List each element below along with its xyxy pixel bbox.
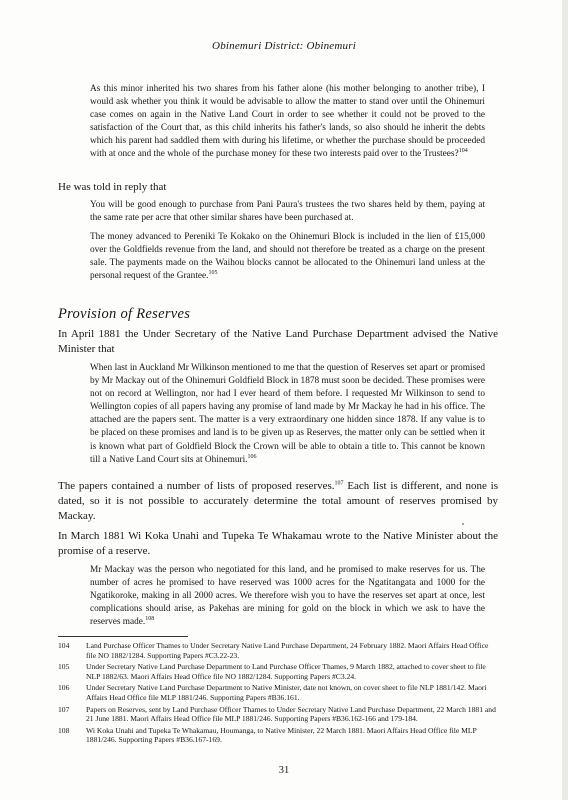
footnote-ref-104[interactable]: 104	[458, 148, 468, 155]
quote-3-text: When last in Auckland Mr Wilkinson mentioned to me that the question of Reserves set apart or promised by Mr Mackay out of the Ohinemuri Goldfield Block in 1878 must soon be decided. These promises were not on record at Wellington, nor had I ever heard of them before. I requested Mr Wilkinson to send to Wellington copies of all papers having any promise of land made by Mr Mackay he had in his office. The attached are the papers sent. The matter is a very extraordinary one hidden since 1878. If any value is to be placed on these promises and land is to be given up as Reserves, the matter only can be settled when it is known what part of Goldfield Block the Crown will be able to obtain a title to. This cannot be known till a Native Land Court sits at Ohinemuri.	[90, 363, 485, 465]
footnote-item	[58, 705, 498, 724]
quote-block-3	[90, 362, 485, 473]
scan-speck	[462, 523, 464, 525]
footnotes	[58, 641, 498, 747]
paragraph-2-part-b: Each list is different, and none is dated, so it is not possible to accurately determine the total amount of reserves promised by Mackay.	[58, 480, 498, 522]
page-number: 31	[278, 765, 290, 776]
quote-2-paragraph-1: You will be good enough to purchase from Pani Paura's trustees the two shares held by them, paying at the same rate per acre that other similar shares have been purchased at.	[90, 200, 485, 224]
paragraph-2-part-a: The papers contained a number of lists of proposed reserves.	[58, 480, 335, 492]
running-header: Obinemuri District: Obinemuri	[212, 40, 356, 52]
footnote-item	[58, 641, 498, 660]
section-heading-block	[58, 306, 498, 323]
footnote-text: Wi Koka Unahi and Tupeka Te Whakamau, Houmanga, to Native Minister, 22 March 1881. Maori Affairs Head Office file MLP 1881/246. Supporting Papers #B36.167-169.	[86, 725, 477, 745]
paragraph-1-block	[58, 327, 498, 357]
footnote-divider	[58, 636, 188, 637]
paragraph-2-block	[58, 479, 498, 524]
footnote-text: Papers on Reserves, sent by Land Purchase Officer Thames to Under Secretary Native Land Purchase Department, 22 March 1881 and 21 June 1881. Maori Affairs Head Office file MLP 1881/246. Supporting Papers #B36.162-166 and 179-184.	[86, 704, 496, 724]
quote-4-text: Mr Mackay was the person who negotiated for this land, and he promised to make reserves for us. The number of acres he promised to have reserved was 1000 acres for the Ngatitangata and 1000 for the Ngatikoroke, making in all 2000 acres. We therefore wish you to have the reserves set apart at once, lest complications should arise, as Pakehas are mining for gold on the block in which we ask to have the reserves made.	[90, 565, 485, 628]
footnote-number: 104	[58, 641, 70, 650]
footnote-item	[58, 726, 498, 745]
quote-2-paragraph-2: The money advanced to Pereniki Te Kokako on the Ohinemuri Block is included in the lien of £15,000 over the Goldfields revenue from the land, and should not therefore be treated as a charge on the present sale. The payments made on the Waihou blocks cannot be allocated to the Ohinemuri land unless at the personal request of the Grantee.	[90, 232, 485, 282]
footnote-ref-107[interactable]: 107	[334, 480, 344, 487]
footnote-text: Land Purchase Officer Thames to Under Secretary Native Land Purchase Department, 24 February 1882. Maori Affairs Head Office file NO 1882/1284. Supporting Papers #C3.22-23.	[86, 641, 489, 660]
quote-block-1	[90, 83, 485, 168]
footnote-ref-105[interactable]: 105	[208, 270, 218, 277]
footnote-number: 108	[58, 725, 70, 735]
paragraph-3-block	[58, 529, 498, 559]
paragraph-3: In March 1881 Wi Koka Unahi and Tupeka Te Whakamau wrote to the Native Minister about the promise of a reserve.	[58, 530, 498, 557]
reply-intro: He was told in reply that	[58, 181, 167, 193]
paragraph-1: In April 1881 the Under Secretary of the Native Land Purchase Department advised the Native Minister that	[58, 328, 498, 355]
quote-1-text: As this minor inherited his two shares from his father alone (his mother belonging to another tribe), I would ask whether you think it would be advisable to allow the matter to stand over until the Ohinemuri case comes on again in the Native Land Court in order to see whether it could not be proved to the satisfaction of the Court that, as this child inherits his father's lands, so also should he inherit the debts which his parent had saddled them with during his lifetime, or whether the purchase should be proceeded with at once and the whole of the purchase money for these two interests paid over to the Trustees?	[90, 84, 485, 160]
footnote-ref-108[interactable]: 108	[145, 616, 155, 623]
footnote-text: Under Secretary Native Land Purchase Department to Native Minister, date not known, on cover sheet to file NLP 1881/142. Maori Affairs Head Office file MLP 1881/246. Supporting Papers #B36.161.	[86, 683, 487, 702]
footnote-item	[58, 662, 498, 681]
scan-edge	[562, 0, 568, 800]
footnote-number: 107	[58, 704, 70, 714]
footnote-item	[58, 683, 498, 702]
quote-block-2	[90, 199, 485, 290]
footnote-number: 105	[58, 662, 70, 672]
section-heading: Provision of Reserves	[58, 306, 191, 322]
footnote-text: Under Secretary Native Land Purchase Department to Land Purchase Officer Thames, 9 March 1882, attached to cover sheet to file NLP 1882/63. Maori Affairs Head Office file NO 1882/1284. Supporting Papers #C3.24.	[86, 662, 486, 681]
footnote-ref-106[interactable]: 106	[247, 453, 257, 460]
footnote-number: 106	[58, 683, 70, 693]
reply-intro-block	[58, 180, 498, 195]
quote-block-4	[90, 564, 485, 635]
